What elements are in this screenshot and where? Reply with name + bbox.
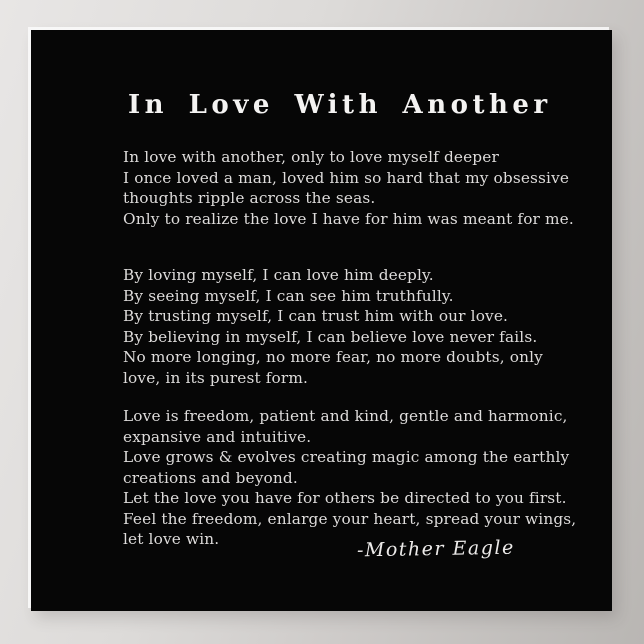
poem-paragraph-2 xyxy=(123,265,552,388)
poem-line: By trusting myself, I can trust him with our love. xyxy=(123,307,509,325)
poem-line: thoughts ripple across the seas. xyxy=(123,189,376,207)
poem-paragraph-3 xyxy=(123,406,577,550)
poem-line: Feel the freedom, enlarge your heart, spread your wings, xyxy=(123,509,577,528)
poem-line: No more longing, no more fear, no more doubts, only xyxy=(123,348,543,366)
poem-line: I once loved a man, loved him so hard that my obsessive xyxy=(123,168,570,187)
poem-line: By loving myself, I can love him deeply. xyxy=(123,266,434,284)
poem-poster xyxy=(31,30,612,611)
poem-line: let love win. xyxy=(123,530,220,548)
poem-line: By seeing myself, I can see him truthfully. xyxy=(123,286,454,305)
poster-content xyxy=(31,30,612,611)
poem-title: In Love With Another xyxy=(128,90,552,120)
poem-line: By believing in myself, I can believe love never fails. xyxy=(123,327,538,346)
poem-line: Love is freedom, patient and kind, gentle and harmonic, xyxy=(123,407,568,425)
poem-line: expansive and intuitive. xyxy=(123,427,312,446)
poem-line: love, in its purest form. xyxy=(123,368,309,387)
poem-line: Let the love you have for others be directed to you first. xyxy=(123,489,567,507)
poem-paragraph-1 xyxy=(123,147,574,229)
poem-line: Love grows & evolves creating magic among the earthly xyxy=(123,448,570,466)
author-signature: -Mother Eagle xyxy=(357,536,516,562)
poem-line: creations and beyond. xyxy=(123,468,298,487)
poem-line: Only to realize the love I have for him was meant for me. xyxy=(123,209,574,228)
poem-line: In love with another, only to love myself deeper xyxy=(123,148,499,166)
